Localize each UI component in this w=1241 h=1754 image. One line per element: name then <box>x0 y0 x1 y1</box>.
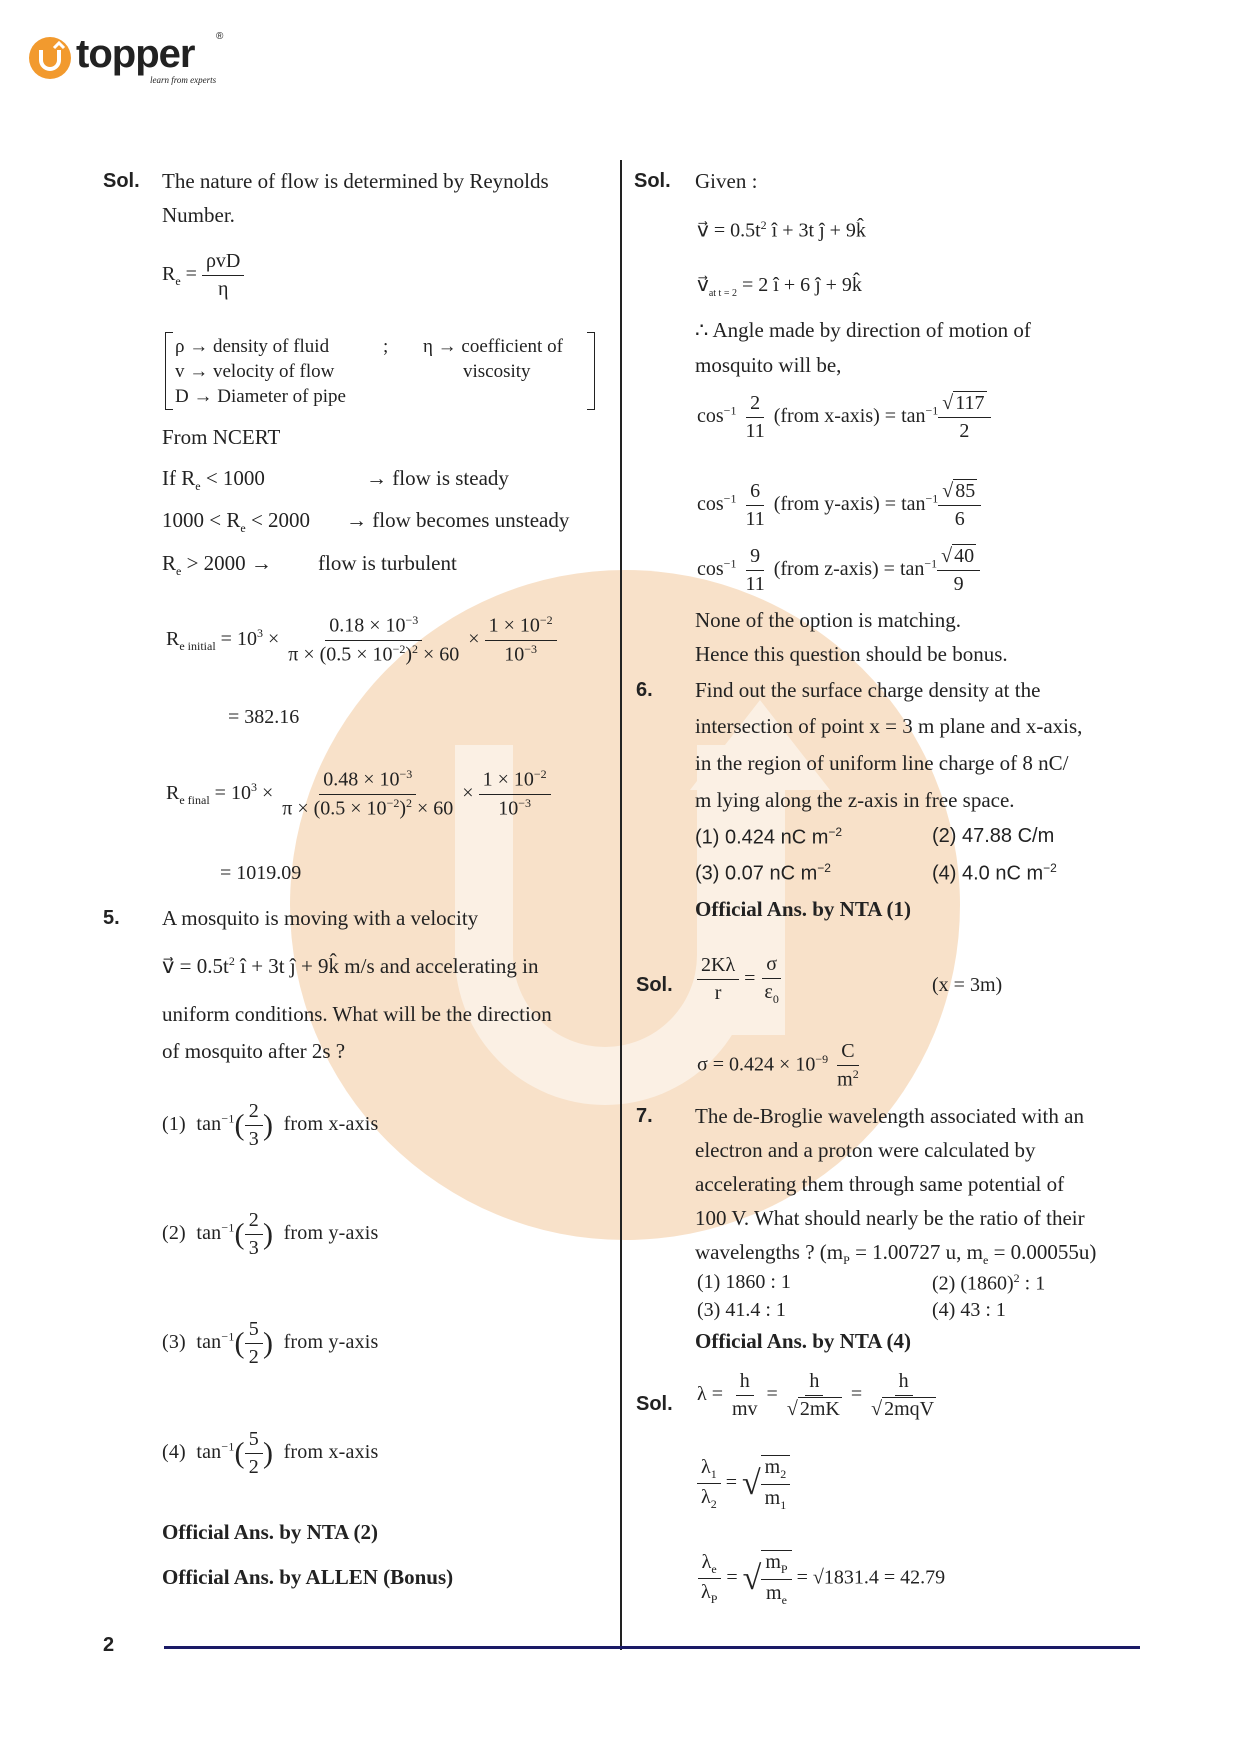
logo <box>28 30 228 90</box>
legend-v: v → velocity of flow <box>175 361 335 382</box>
right-sol-label: Sol. <box>634 170 671 192</box>
r-final-formula: $R_{e final} = 10^3$ × $\frac{0.48 \times 10^{-3}}{\pi \times (0.5 \times 10^{-2})^2 \times 60}$ × $\frac{1 \times 10^{-2}}{10^{-3}}$ <box>166 768 551 820</box>
q5-answer-nta: Official Ans. by NTA (2) <box>162 1520 379 1544</box>
q5-line3: uniform conditions. What will be the direction <box>162 1002 552 1026</box>
none-matching: None of the option is matching. <box>695 608 961 632</box>
q5-option-1: (1) $\tan^{-1}$( $\frac{2}{3}$ ) from x-axis <box>162 1100 379 1150</box>
cos-z-row: $\cos^{-1}$ $\frac{9}{11}$ (from z-axis) = $\tan^{-1}$ $\frac{√ 40}{9}$ <box>697 545 980 596</box>
legend-rho: ρ → density of fluid <box>175 336 330 357</box>
q6-number: 6. <box>636 679 653 701</box>
r-initial-formula: $R_{e initial} = 10^3$ × $\frac{0.18 \times 10^{-3}}{\pi \times (0.5 \times 10^{-2})^2 \times 60}$ × $\frac{1 \times 10^{-2}}{10^{-3}}$ <box>166 614 557 666</box>
legend-D: D → Diameter of pipe <box>175 386 346 407</box>
q7-line1: The de-Broglie wavelength associated with an <box>695 1104 1084 1128</box>
logo-text: topper <box>76 32 195 76</box>
column-divider <box>620 160 622 1650</box>
condition-turbulent: $R_e > 2000$ → <box>162 551 272 579</box>
footer-line <box>164 1646 1140 1649</box>
left-sol-line1: The nature of flow is determined by Reynolds <box>162 169 549 193</box>
q6-option-1: (1) 0.424 nC $m^{-2}$ <box>695 825 843 849</box>
logo-tagline: learn from experts <box>150 75 217 85</box>
q6-line1: Find out the surface charge density at the <box>695 678 1041 702</box>
velocity-at-t2: $v⃗_{at t = 2} = 2$ î + 6 ĵ + 9k̂ <box>697 274 862 299</box>
q6-option-2: (2) 47.88 C/m <box>932 825 1055 847</box>
reynolds-fraction: $\frac{\text{ρvD}}{\eta}$ <box>202 250 244 301</box>
condition-steady: If $R_e < 1000$ <box>162 466 265 494</box>
sigma-result: $\sigma = 0.424 \times 10^{-9}$ $\frac{C}{m^2}$ <box>697 1040 859 1091</box>
q5-number: 5. <box>103 907 120 929</box>
angle-line2: mosquito will be, <box>695 353 842 377</box>
velocity-equation: v⃗ = $0.5t^2$ î + 3t ĵ + 9k̂ <box>697 218 866 242</box>
reynolds-formula: $R_e$ = $\frac{\text{ρvD}}{\eta}$ <box>162 250 244 301</box>
sol7-lambda-equation: λ = $\frac{h}{mv}$ = $\frac{h}{√ 2mK}$ = $\frac{h}{\text{√ 2mqV}}$ <box>697 1370 935 1420</box>
condition-steady-result: → flow is steady <box>366 466 509 490</box>
q5-answer-allen: Official Ans. by ALLEN (Bonus) <box>162 1565 454 1589</box>
q6-line3: in the region of uniform line charge of 8 nC/ <box>695 751 1069 775</box>
cos-x-row: $\cos^{-1}$ $\frac{2}{11}$ (from x-axis) = $\tan^{-1}$ $\frac{√ 117}{2}$ <box>697 392 991 443</box>
r-initial-value: = 382.16 <box>228 706 300 728</box>
q7-option-3: (3) 41.4 : 1 <box>697 1299 786 1321</box>
q7-line2: electron and a proton were calculated by <box>695 1138 1036 1162</box>
sol7-label: Sol. <box>636 1393 673 1415</box>
q7-line4: 100 V. What should nearly be the ratio of their <box>695 1206 1085 1230</box>
q6-option-3: (3) 0.07 nC $m^{-2}$ <box>695 861 831 885</box>
sol7-ratio-result: $\frac{\lambda_e}{\lambda_P}$ = √ $\frac{m_P}{m_e}$ = √1831.4 = 42.79 <box>697 1550 945 1608</box>
condition-unsteady-result: → flow becomes unsteady <box>346 508 570 532</box>
angle-line1: ∴ Angle made by direction of motion of <box>695 318 1031 342</box>
q6-option-4: (4) 4.0 nC $m^{-2}$ <box>932 861 1057 885</box>
q5-line2: v⃗ = $0.5t^2$ î + 3t ĵ + 9k̂ m/s and accelerating in <box>162 954 539 978</box>
legend-eta2: viscosity <box>463 361 531 382</box>
legend-semicolon: ; <box>383 336 389 357</box>
logo-mark-icon <box>28 36 72 80</box>
condition-unsteady: $1000 < R_e < 2000$ <box>162 508 311 536</box>
sol6-x-note: (x = 3m) <box>932 974 1003 996</box>
sol6-equation: $\frac{2K\lambda}{r}$ = $\frac{\sigma}{\varepsilon_0}$ <box>697 953 783 1007</box>
q6-line4: m lying along the z-axis in free space. <box>695 788 1015 812</box>
condition-turbulent-result: flow is turbulent <box>318 551 457 575</box>
q5-option-3: (3) $\tan^{-1}$( $\frac{5}{2}$ ) from y-axis <box>162 1318 379 1368</box>
page-number: 2 <box>103 1634 115 1656</box>
legend-eta1: η → coefficient of <box>423 336 563 357</box>
left-sol-line2: Number. <box>162 203 235 227</box>
q7-option-2: (2) $(1860)^2$ : 1 <box>932 1271 1046 1295</box>
q6-answer-nta: Official Ans. by NTA (1) <box>695 897 912 921</box>
given-label: Given : <box>695 169 758 193</box>
q6-line2: intersection of point x = 3 m plane and x-axis, <box>695 714 1083 738</box>
q7-line5: wavelengths ? ($m_P = 1.00727$ u, $m_e = 0.00055u$) <box>695 1240 1097 1268</box>
q5-option-2: (2) $\tan^{-1}$( $\frac{2}{3}$ ) from y-axis <box>162 1209 379 1259</box>
q7-answer-nta: Official Ans. by NTA (4) <box>695 1329 912 1353</box>
sol6-label: Sol. <box>636 974 673 996</box>
q7-line3: accelerating them through same potential of <box>695 1172 1065 1196</box>
bonus-statement: Hence this question should be bonus. <box>695 642 1008 666</box>
from-ncert: From NCERT <box>162 425 281 449</box>
q5-line4: of mosquito after 2s ? <box>162 1039 346 1063</box>
cos-y-row: $\cos^{-1}$ $\frac{6}{11}$ (from y-axis) = $\tan^{-1}$ $\frac{√ 85}{6}$ <box>697 480 981 531</box>
q7-option-1: (1) 1860 : 1 <box>697 1271 791 1293</box>
q7-number: 7. <box>636 1105 653 1127</box>
q7-option-4: (4) 43 : 1 <box>932 1299 1006 1321</box>
r-final-value: = 1019.09 <box>220 862 302 884</box>
q5-option-4: (4) $\tan^{-1}$( $\frac{5}{2}$ ) from x-axis <box>162 1428 379 1478</box>
logo-registered-icon: ® <box>216 31 224 42</box>
sol7-ratio-general: $\frac{\lambda_1}{\lambda_2}$ = √ $\frac{m_2}{m_1}$ <box>697 1455 790 1513</box>
q5-line1: A mosquito is moving with a velocity <box>162 906 479 930</box>
left-sol-label: Sol. <box>103 170 140 192</box>
